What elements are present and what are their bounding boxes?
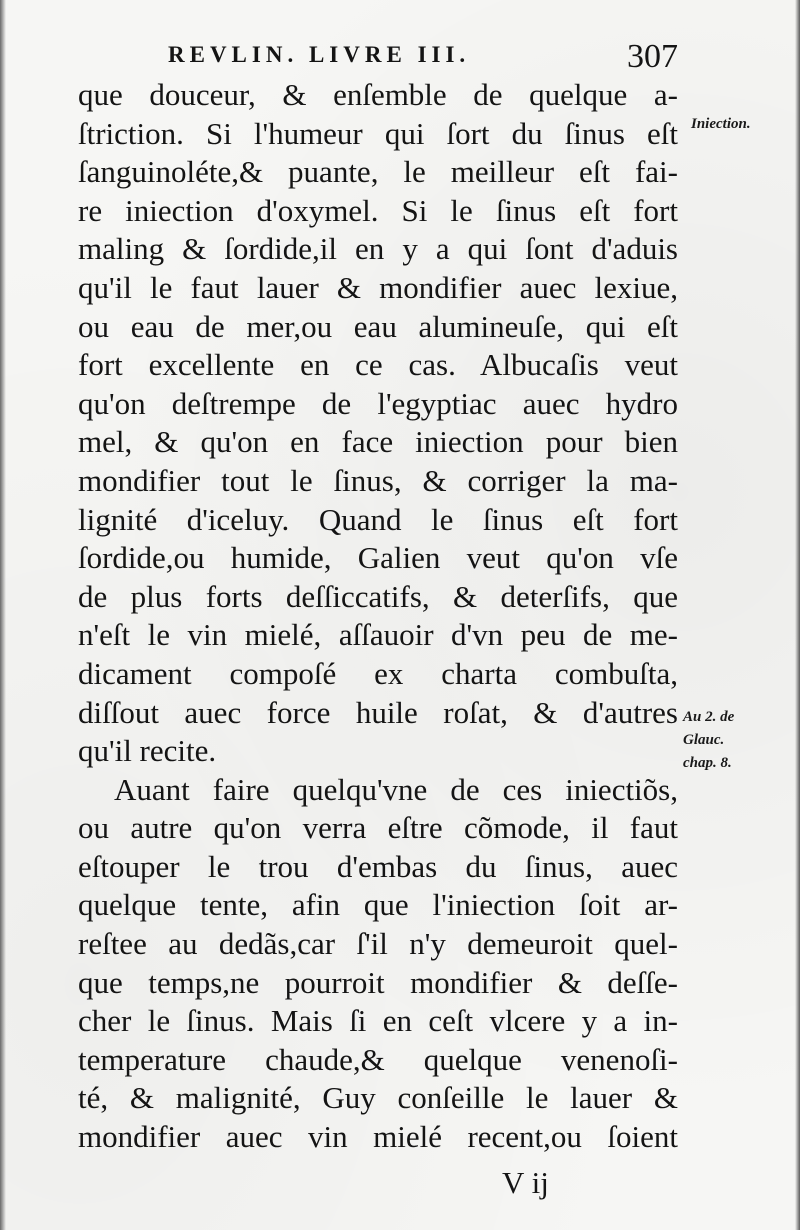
- text-line: mondifier auec vin mielé recent,ou ſoient: [78, 1119, 678, 1155]
- text-line: cher le ſinus. Mais ſi en ceſt vlcere y a in-: [78, 1003, 678, 1039]
- running-head: [168, 40, 688, 80]
- text-line: n'eſt le vin mielé, aſſauoir d'vn peu de me-: [78, 617, 678, 653]
- running-head-title: REVLIN. LIVRE III.: [168, 42, 471, 67]
- text-line: ſordide,ou humide, Galien veut qu'on vſe: [78, 540, 678, 576]
- text-line-paragraph-end: qu'il recite.: [78, 733, 217, 769]
- margin-note-reference: [683, 706, 734, 775]
- text-line: mel, & qu'on en face iniection pour bien: [78, 424, 678, 460]
- text-line: reſtee au dedãs,car ſ'il n'y demeuroit quel-: [78, 926, 678, 962]
- text-line: que temps,ne pourroit mondifier & deſſe-: [78, 964, 678, 1000]
- text-line: fort excellente en ce cas. Albucaſis veut: [78, 347, 678, 383]
- text-line: maling & ſordide,il en y a qui ſont d'aduis: [78, 231, 678, 267]
- text-line: dicament compoſé ex charta combuſta,: [78, 655, 678, 691]
- text-line: lignité d'iceluy. Quand le ſinus eſt fort: [78, 501, 678, 537]
- text-line: re iniection d'oxymel. Si le ſinus eſt fort: [78, 192, 678, 228]
- text-line: que douceur, & enſemble de quelque a-: [78, 77, 678, 112]
- body-text: [78, 76, 678, 1157]
- text-line: quelque tente, afin que l'iniection ſoit ar-: [78, 887, 678, 923]
- text-line-paragraph-start: Auant faire quelqu'vne de ces iniectiõs,: [114, 771, 678, 807]
- text-line: ſtriction. Si l'humeur qui ſort du ſinus eſt: [78, 115, 678, 151]
- text-line: qu'on deſtrempe de l'egyptiac auec hydro: [78, 385, 678, 421]
- page-edge-shadow-left: [0, 0, 6, 1230]
- text-line: ou autre qu'on verra eſtre cõmode, il faut: [78, 810, 678, 846]
- text-line: de plus forts deſſiccatifs, & deterſifs, que: [78, 578, 678, 614]
- page-number: 307: [627, 38, 678, 75]
- margin-note-reference-line: chap. 8.: [683, 755, 732, 771]
- margin-note-reference-line: Au 2. de: [683, 709, 735, 725]
- margin-note-reference-line: Glauc.: [683, 732, 725, 748]
- page-edge-shadow-right: [795, 0, 800, 1230]
- text-line: eſtouper le trou d'embas du ſinus, auec: [78, 848, 678, 884]
- text-line: mondifier tout le ſinus, & corriger la ma-: [78, 462, 678, 498]
- text-line: ſanguinoléte,& puante, le meilleur eſt fai-: [78, 154, 678, 190]
- text-line: diſſout auec force huile roſat, & d'autres: [78, 694, 678, 730]
- signature-mark: V ij: [502, 1165, 549, 1200]
- text-line: temperature chaude,& quelque venenoſi-: [78, 1041, 678, 1077]
- margin-note-iniection: Iniection.: [691, 116, 751, 132]
- text-line: ou eau de mer,ou eau alumineuſe, qui eſt: [78, 308, 678, 344]
- text-line: qu'il le faut lauer & mondifier auec lexiue,: [78, 269, 678, 305]
- text-line: té, & malignité, Guy conſeille le lauer &: [78, 1080, 678, 1116]
